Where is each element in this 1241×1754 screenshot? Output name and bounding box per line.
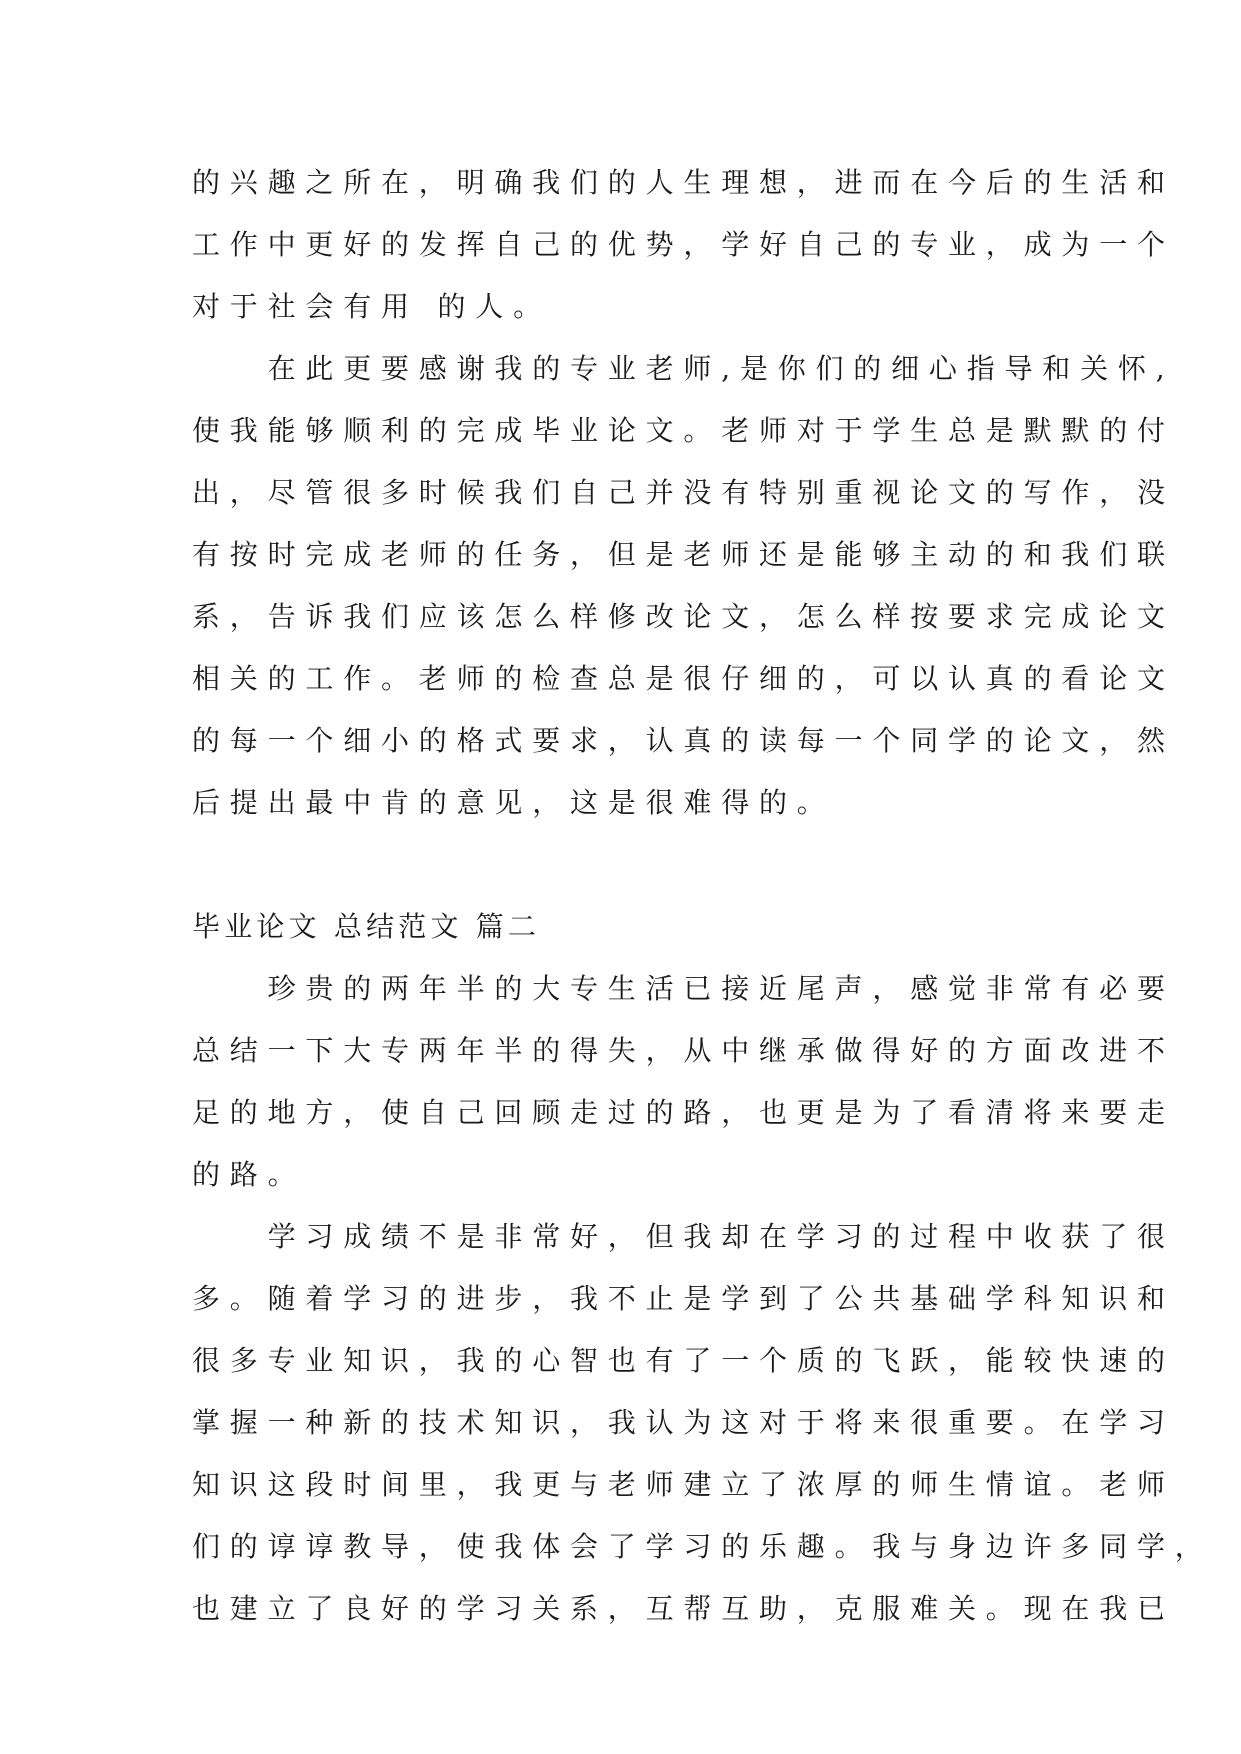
text-line: 学习成绩不是非常好，但我却在学习的过程中收获了很 — [267, 1220, 1175, 1253]
document-body — [192, 152, 1213, 1640]
text-line: 相关的工作。老师的检查总是很仔细的，可以认真的看论文 — [192, 662, 1175, 695]
text-line: 很多专业知识，我的心智也有了一个质的飞跃，能较快速的 — [192, 1344, 1175, 1377]
section-heading: 毕业论文 总结范文 篇二 — [192, 910, 541, 943]
text-line: 知识这段时间里，我更与老师建立了浓厚的师生情谊。老师 — [192, 1468, 1175, 1501]
paragraph-4 — [192, 1206, 1213, 1640]
paragraph-3 — [192, 958, 1175, 1206]
text-line: 使我能够顺利的完成毕业论文。老师对于学生总是默默的付 — [192, 414, 1175, 447]
text-line: 也建立了良好的学习关系，互帮互助，克服难关。现在我已 — [192, 1592, 1175, 1625]
text-line: 有按时完成老师的任务，但是老师还是能够主动的和我们联 — [192, 538, 1175, 571]
text-line: 们的谆谆教导，使我体会了学习的乐趣。我与身边许多同学， — [192, 1530, 1213, 1563]
text-line: 的每一个细小的格式要求，认真的读每一个同学的论文，然 — [192, 724, 1175, 757]
paragraph-2 — [192, 338, 1175, 834]
paragraph-1 — [192, 152, 1175, 338]
text-line: 工作中更好的发挥自己的优势，学好自己的专业，成为一个 — [192, 228, 1175, 261]
text-line: 珍贵的两年半的大专生活已接近尾声，感觉非常有必要 — [267, 972, 1175, 1005]
text-line: 的路。 — [192, 1158, 306, 1191]
text-line: 掌握一种新的技术知识，我认为这对于将来很重要。在学习 — [192, 1406, 1175, 1439]
text-line: 后提出最中肯的意见，这是很难得的。 — [192, 786, 835, 819]
text-line: 在此更要感谢我的专业老师,是你们的细心指导和关怀, — [267, 352, 1175, 385]
text-line: 对于社会有用 的人。 — [192, 290, 551, 323]
text-line: 系，告诉我们应该怎么样修改论文，怎么样按要求完成论文 — [192, 600, 1175, 633]
text-line: 的兴趣之所在，明确我们的人生理想，进而在今后的生活和 — [192, 166, 1175, 199]
text-line: 总结一下大专两年半的得失，从中继承做得好的方面改进不 — [192, 1034, 1175, 1067]
text-line: 足的地方，使自己回顾走过的路，也更是为了看清将来要走 — [192, 1096, 1175, 1129]
text-line: 多。随着学习的进步，我不止是学到了公共基础学科知识和 — [192, 1282, 1175, 1315]
text-line: 出，尽管很多时候我们自己并没有特别重视论文的写作，没 — [192, 476, 1175, 509]
